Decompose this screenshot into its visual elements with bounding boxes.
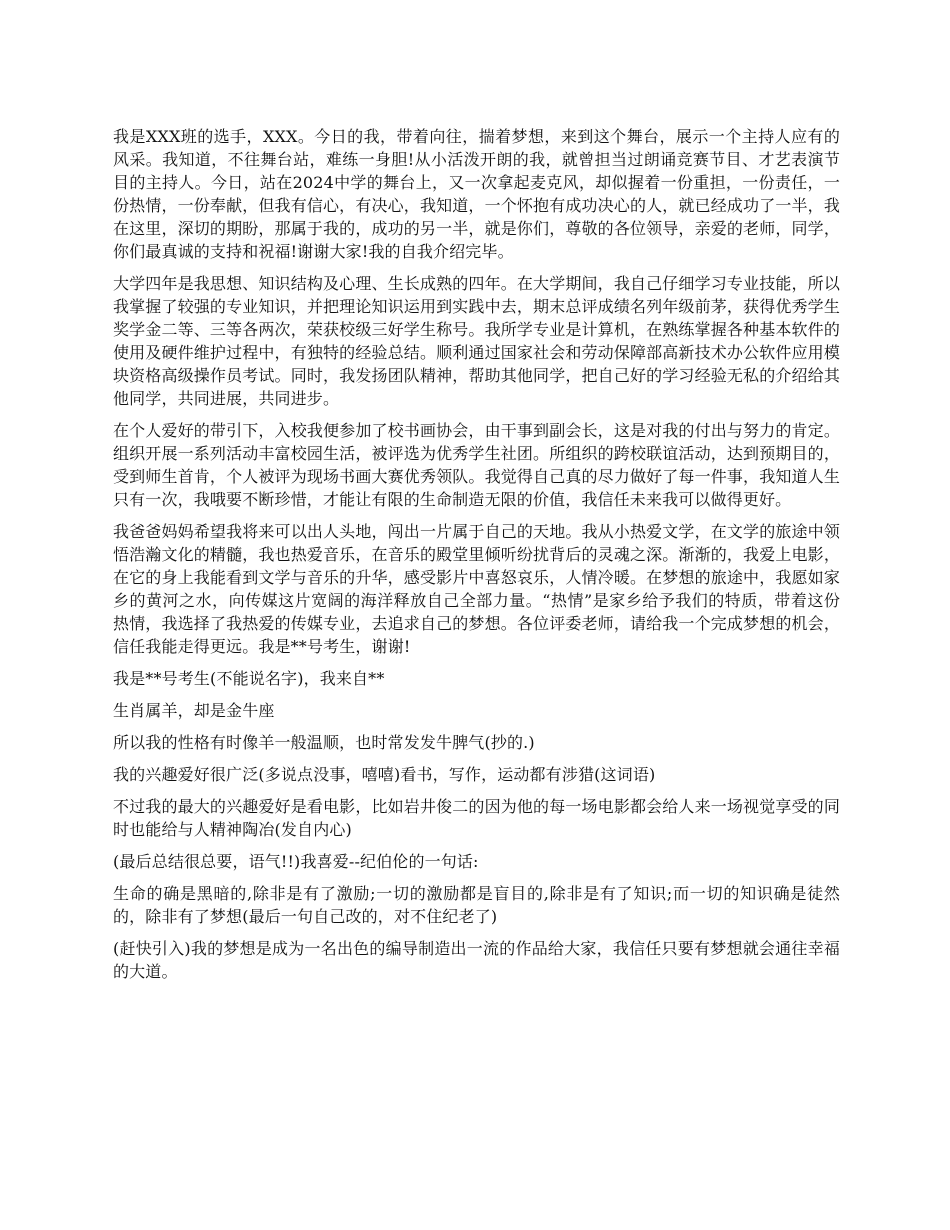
paragraph-3: 在个人爱好的带引下，入校我便参加了校书画协会，由干事到副会长，这是对我的付出与努力的肯定。组织开展一系列活动丰富校园生活，被评选为优秀学生社团。所组织的跨校联谊活动，达到预期目的，受到师生首肯，个人被评为现场书画大赛优秀领队。我觉得自己真的尽力做好了每一件事，我知道人生只有一次，我哦要不断珍惜，才能让有限的生命制造无限的价值，我信任未来我可以做得更好。 (113, 421, 840, 509)
paragraph-2: 大学四年是我思想、知识结构及心理、生长成熟的四年。在大学期间，我自己仔细学习专业技能，所以我掌握了较强的专业知识，并把理论知识运用到实践中去，期末总评成绩名列年级前茅，获得优秀学生奖学金二等、三等各两次，荣获校级三好学生称号。我所学专业是计算机，在熟练掌握各种基本软件的使用及硬件维护过程中，有独特的经验总结。顺利通过国家社会和劳动保障部高新技术办公软件应用模块资格高级操作员考试。同时，我发扬团队精神，帮助其他同学，把自己好的学习经验无私的介绍给其他同学，共同进展，共同进步。 (113, 274, 840, 408)
paragraph-1: 我是XXX班的选手，XXX。今日的我，带着向往，揣着梦想，来到这个舞台，展示一个主持人应有的风采。我知道，不往舞台站，难练一身胆!从小活泼开朗的我，就曾担当过朗诵竞赛节目、才艺表演节目的主持人。今日，站在2024中学的舞台上，又一次拿起麦克风，却似握着一份重担，一份责任，一份热情，一份奉献，但我有信心，有决心，我知道，一个怀抱有成功决心的人，就已经成功了一半，我在这里，深切的期盼，那属于我的，成功的另一半，就是你们，尊敬的各位领导，亲爱的老师，同学，你们最真诚的支持和祝福!谢谢大家!我的自我介绍完毕。 (113, 127, 840, 261)
paragraph-4: 我爸爸妈妈希望我将来可以出人头地，闯出一片属于自己的天地。我从小热爱文学，在文学的旅途中领悟浩瀚文化的精髓，我也热爱音乐，在音乐的殿堂里倾听纷扰背后的灵魂之深。渐渐的，我爱上电影，在它的身上我能看到文学与音乐的升华，感受影片中喜怒哀乐，人情冷暖。在梦想的旅途中，我愿如家乡的黄河之水，向传媒这片宽阔的海洋释放自己全部力量。“热情”是家乡给予我们的特质，带着这份热情，我选择了我热爱的传媒专业，去追求自己的梦想。各位评委老师，请给我一个完成梦想的机会，信任我能走得更远。我是**号考生，谢谢! (113, 522, 840, 656)
paragraph-9: 不过我的最大的兴趣爱好是看电影，比如岩井俊二的因为他的每一场电影都会给人来一场视觉享受的同时也能给与人精神陶冶(发自内心) (113, 797, 840, 839)
document-body (113, 125, 840, 992)
paragraph-5: 我是**号考生(不能说名字)，我来自** (113, 669, 385, 688)
paragraph-12: (赶快引入)我的梦想是成为一名出色的编导制造出一流的作品给大家，我信任只要有梦想就会通往幸福的大道。 (113, 939, 840, 981)
paragraph-10: (最后总结很总要，语气!!)我喜爱--纪伯伦的一句话: (113, 852, 479, 871)
paragraph-8: 我的兴趣爱好很广泛(多说点没事，嘻嘻)看书，写作，运动都有涉猎(这词语) (113, 765, 656, 784)
paragraph-6: 生肖属羊，却是金牛座 (113, 701, 275, 720)
paragraph-11: 生命的确是黑暗的,除非是有了激励;一切的激励都是盲目的,除非是有了知识;而一切的知识确是徒然的，除非有了梦想(最后一句自己改的，对不住纪老了) (113, 884, 840, 926)
paragraph-7: 所以我的性格有时像羊一般温顺，也时常发发牛脾气(抄的.) (113, 733, 535, 752)
